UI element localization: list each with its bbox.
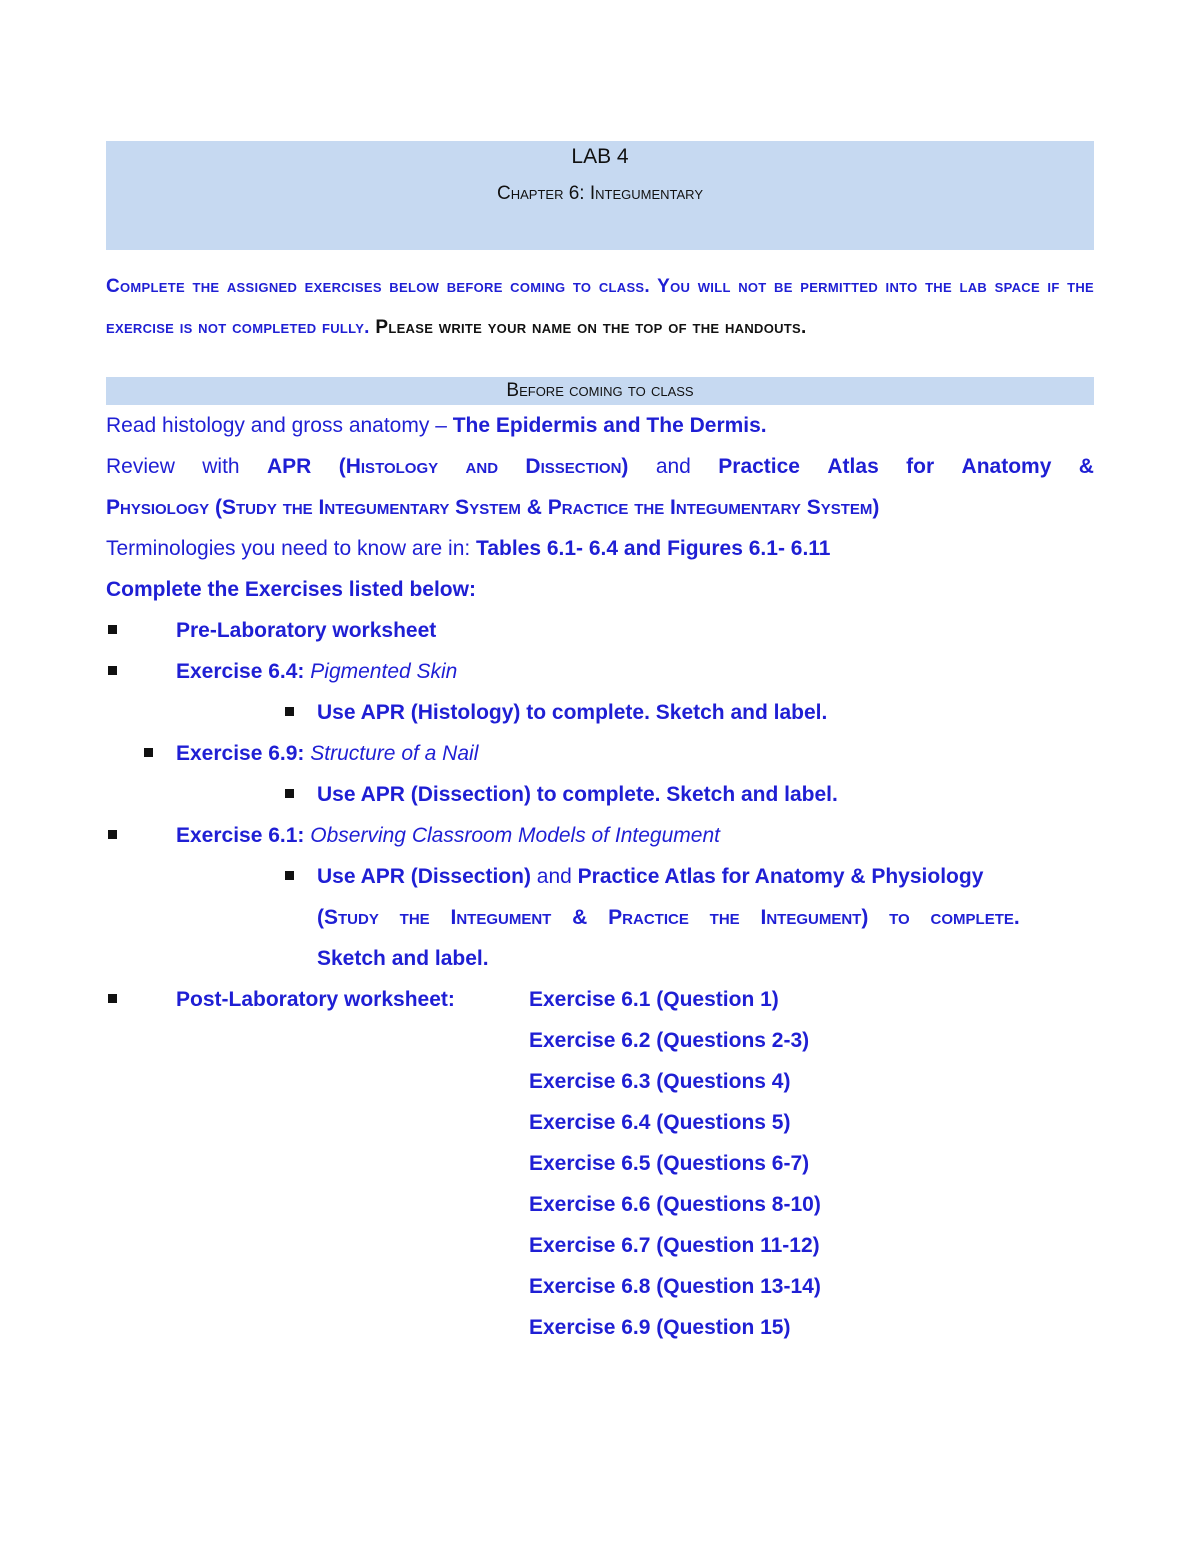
review-word: Review bbox=[106, 455, 175, 478]
sub-item-text: Practice Atlas for Anatomy & Physiology bbox=[577, 865, 984, 888]
sub-item-exercise-6-1-line-2: (Study the Integument & Practice the Integument) to complete. bbox=[317, 906, 1020, 929]
complete-heading: Complete the Exercises listed below: bbox=[106, 578, 476, 601]
post-lab-list bbox=[106, 979, 1094, 1348]
read-line bbox=[106, 405, 1094, 446]
square-bullet-icon bbox=[108, 625, 117, 634]
review-line-2: Physiology (Study the Integumentary System & Practice the Integumentary System) bbox=[106, 496, 880, 519]
sub-item-exercise-6-1 bbox=[106, 856, 1094, 897]
post-lab-row bbox=[106, 1307, 1094, 1348]
square-bullet-icon bbox=[144, 748, 153, 757]
sub-item-exercise-6-4 bbox=[106, 692, 1094, 733]
list-item-exercise-6-4 bbox=[106, 651, 1094, 692]
item-label: Exercise 6.4: bbox=[176, 660, 305, 683]
review-word: and bbox=[655, 455, 691, 478]
list-item-pre-lab bbox=[106, 610, 1094, 651]
sub-item-exercise-6-9 bbox=[106, 774, 1094, 815]
notice-blue-text: Complete the assigned exercises below before coming to class. You will not be permitted into the lab space if the exercise is not completed fully. bbox=[106, 276, 1094, 338]
sub-item-text: Use APR (Dissection) bbox=[317, 865, 531, 888]
review-line bbox=[106, 446, 1094, 487]
review-word: for bbox=[906, 455, 935, 478]
document-page bbox=[106, 141, 1094, 1348]
post-lab-row bbox=[106, 1020, 1094, 1061]
sub-item-text: Use APR (Dissection) to complete. Sketch and label. bbox=[317, 783, 838, 806]
review-word: and bbox=[465, 455, 499, 478]
item-label: Exercise 6.1: bbox=[176, 824, 305, 847]
item-title: Pigmented Skin bbox=[310, 660, 458, 683]
post-lab-row bbox=[106, 1102, 1094, 1143]
read-prefix: Read histology and gross anatomy – bbox=[106, 414, 453, 437]
terminologies-line bbox=[106, 528, 1094, 569]
post-lab-exercise: Exercise 6.4 (Questions 5) bbox=[529, 1111, 791, 1134]
read-bold: The Epidermis and The Dermis. bbox=[452, 414, 767, 437]
review-word: (Histology bbox=[338, 455, 439, 478]
terminologies-bold: Tables 6.1- 6.4 and Figures 6.1- 6.11 bbox=[476, 537, 831, 560]
post-lab-row bbox=[106, 1225, 1094, 1266]
post-lab-label: Post-Laboratory worksheet: bbox=[176, 988, 455, 1011]
list-item-post-lab bbox=[106, 979, 1094, 1020]
review-word: Atlas bbox=[827, 455, 879, 478]
post-lab-exercise: Exercise 6.1 (Question 1) bbox=[529, 988, 779, 1011]
post-lab-exercise: Exercise 6.3 (Questions 4) bbox=[529, 1070, 791, 1093]
chapter-title: Chapter 6: Integumentary bbox=[497, 183, 703, 204]
post-lab-row bbox=[106, 1143, 1094, 1184]
post-lab-row bbox=[106, 1061, 1094, 1102]
list-item-exercise-6-1 bbox=[106, 815, 1094, 856]
post-lab-exercise: Exercise 6.5 (Questions 6-7) bbox=[529, 1152, 810, 1175]
review-word: with bbox=[202, 455, 240, 478]
post-lab-row bbox=[106, 1266, 1094, 1307]
review-word: & bbox=[1078, 455, 1094, 478]
review-word: Practice bbox=[718, 455, 800, 478]
post-lab-exercise: Exercise 6.6 (Questions 8-10) bbox=[529, 1193, 821, 1216]
square-bullet-icon bbox=[285, 789, 294, 798]
post-lab-exercise: Exercise 6.2 (Questions 2-3) bbox=[529, 1029, 810, 1052]
square-bullet-icon bbox=[108, 666, 117, 675]
item-label: Exercise 6.9: bbox=[176, 742, 305, 765]
section-title-bar: Before coming to class bbox=[106, 377, 1094, 405]
instructions-notice bbox=[106, 266, 1094, 348]
square-bullet-icon bbox=[285, 707, 294, 716]
sub-item-connector: and bbox=[530, 865, 578, 888]
post-lab-row bbox=[106, 1184, 1094, 1225]
item-title: Observing Classroom Models of Integument bbox=[310, 824, 720, 847]
post-lab-exercise: Exercise 6.9 (Question 15) bbox=[529, 1316, 791, 1339]
post-lab-exercise: Exercise 6.7 (Question 11-12) bbox=[529, 1234, 820, 1257]
square-bullet-icon bbox=[108, 994, 117, 1003]
review-word: Anatomy bbox=[961, 455, 1052, 478]
post-lab-exercise: Exercise 6.8 (Question 13-14) bbox=[529, 1275, 821, 1298]
sub-item-exercise-6-1-line-3: Sketch and label. bbox=[317, 947, 489, 970]
sub-item-text: Use APR (Histology) to complete. Sketch and label. bbox=[317, 701, 828, 724]
lab-title: LAB 4 bbox=[571, 145, 629, 168]
item-title: Structure of a Nail bbox=[310, 742, 479, 765]
review-word: APR bbox=[267, 455, 312, 478]
list-item-exercise-6-9 bbox=[106, 733, 1094, 774]
title-box bbox=[106, 141, 1094, 250]
square-bullet-icon bbox=[285, 871, 294, 880]
square-bullet-icon bbox=[108, 830, 117, 839]
notice-black-text: Please write your name on the top of the handouts. bbox=[375, 317, 807, 338]
terminologies-prefix: Terminologies you need to know are in: bbox=[106, 537, 477, 560]
item-text: Pre-Laboratory worksheet bbox=[176, 619, 437, 642]
review-word: Dissection) bbox=[525, 455, 629, 478]
